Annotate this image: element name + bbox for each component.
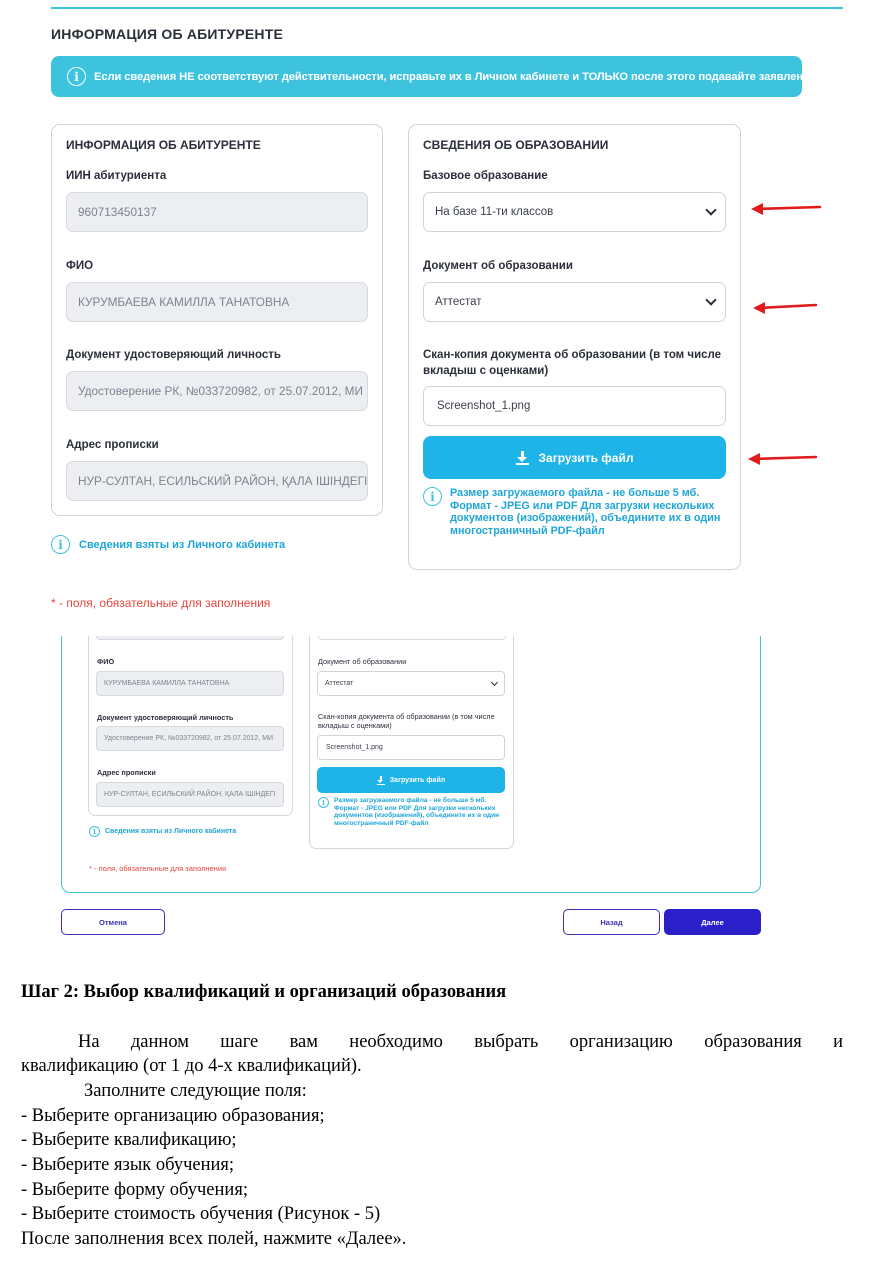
education-document-value: Аттестат bbox=[435, 296, 482, 308]
arrow-head-icon bbox=[753, 302, 765, 314]
info-icon: i bbox=[67, 67, 86, 86]
notice-text: Если сведения НЕ соответствуют действительности, исправьте их в Личном кабинете и ТОЛЬКО после этого подавайте заявление bbox=[94, 70, 816, 83]
id-document-field: Удостоверение РК, №033720982, от 25.07.2012, МИ bbox=[66, 371, 368, 411]
intro-word: организацию bbox=[569, 1032, 673, 1052]
base-education-label: Базовое образование bbox=[423, 170, 548, 182]
intro-word: вам bbox=[289, 1032, 318, 1052]
list-item: - Выберите язык обучения; bbox=[21, 1155, 235, 1175]
arrow-line bbox=[756, 207, 820, 209]
field-edge bbox=[318, 636, 506, 640]
required-fields-note: * - поля, обязательные для заполнения bbox=[89, 864, 227, 873]
education-card-title: СВЕДЕНИЯ ОБ ОБРАЗОВАНИИ bbox=[423, 138, 609, 152]
cancel-button[interactable]: Отмена bbox=[61, 909, 165, 935]
education-document-value: Аттестат bbox=[325, 680, 354, 687]
base-education-value: На базе 11-ти классов bbox=[435, 206, 554, 218]
address-label: Адрес прописки bbox=[97, 768, 156, 777]
intro-word: и bbox=[833, 1032, 843, 1052]
fio-field: КУРУМБАЕВА КАМИЛЛА ТАНАТОВНА bbox=[66, 282, 368, 322]
notice-banner bbox=[51, 56, 816, 97]
intro-word: На bbox=[78, 1032, 100, 1052]
upload-hint bbox=[318, 797, 508, 827]
applicant-card-title: ИНФОРМАЦИЯ ОБ АБИТУРЕНТЕ bbox=[66, 138, 261, 152]
required-fields-note: * - поля, обязательные для заполнения bbox=[51, 596, 271, 610]
back-button[interactable]: Назад bbox=[563, 909, 660, 935]
intro-line-1 bbox=[21, 1030, 843, 1054]
id-document-label: Документ удостоверяющий личность bbox=[66, 349, 281, 361]
chevron-down-icon bbox=[705, 294, 716, 305]
info-icon: i bbox=[423, 487, 442, 506]
id-document-field: Удостоверение РК, №033720982, от 25.07.2012, МИ bbox=[96, 726, 284, 751]
education-document-label: Документ об образовании bbox=[318, 657, 407, 666]
closing-line: После заполнения всех полей, нажмите «Далее». bbox=[21, 1229, 407, 1249]
upload-file-label: Загрузить файл bbox=[389, 776, 446, 784]
upload-hint bbox=[423, 487, 726, 537]
source-note-text: Сведения взяты из Личного кабинета bbox=[105, 828, 237, 835]
upload-file-button[interactable] bbox=[423, 436, 726, 479]
list-item: - Выберите организацию образования; bbox=[21, 1106, 325, 1126]
upload-hint-text: Размер загружаемого файла - не больше 5 мб. Формат - JPEG или PDF Для загрузки нескольких документов (изображений), объедините их в один многостраничный PDF-файл bbox=[334, 797, 500, 827]
list-item: - Выберите квалификацию; bbox=[21, 1130, 237, 1150]
step-heading: Шаг 2: Выбор квалификаций и организаций образования bbox=[21, 982, 507, 1002]
scan-copy-label: Скан-копия документа об образовании (в том числе вкладыш с оценками) bbox=[423, 349, 722, 377]
arrow-line bbox=[758, 305, 816, 308]
intro-word: образования bbox=[704, 1032, 802, 1052]
education-document-label: Документ об образовании bbox=[423, 260, 573, 272]
page-title: ИНФОРМАЦИЯ ОБ АБИТУРЕНТЕ bbox=[51, 26, 283, 42]
arrow-head-icon bbox=[751, 203, 763, 215]
fio-label: ФИО bbox=[97, 657, 115, 666]
download-icon bbox=[377, 776, 385, 785]
uploaded-file-field: Screenshot_1.png bbox=[423, 386, 726, 426]
source-note bbox=[89, 826, 236, 837]
id-document-label: Документ удостоверяющий личность bbox=[97, 713, 234, 722]
base-education-select[interactable] bbox=[423, 192, 726, 232]
fio-field: КУРУМБАЕВА КАМИЛЛА ТАНАТОВНА bbox=[96, 671, 284, 696]
list-item: - Выберите форму обучения; bbox=[21, 1180, 248, 1200]
scan-copy-label: Скан-копия документа об образовании (в том числе вкладыш с оценками) bbox=[318, 712, 495, 730]
fio-label: ФИО bbox=[66, 260, 94, 272]
chevron-down-icon bbox=[705, 204, 716, 215]
info-icon: i bbox=[51, 535, 70, 554]
address-label: Адрес прописки bbox=[66, 439, 159, 451]
education-document-select[interactable] bbox=[317, 671, 505, 696]
source-note-text: Сведения взяты из Личного кабинета bbox=[79, 538, 286, 551]
intro-word: данном bbox=[130, 1032, 189, 1052]
uploaded-file-field: Screenshot_1.png bbox=[317, 735, 505, 760]
field-edge bbox=[96, 636, 284, 640]
intro-words bbox=[78, 1030, 843, 1054]
download-icon bbox=[516, 451, 530, 465]
arrow-head-icon bbox=[748, 453, 760, 465]
iin-label: ИИН абитуриента bbox=[66, 170, 167, 182]
upload-file-button[interactable] bbox=[317, 767, 505, 793]
fill-fields-line: Заполните следующие поля: bbox=[84, 1081, 307, 1101]
info-icon: i bbox=[89, 826, 100, 837]
source-note bbox=[51, 535, 285, 554]
next-button[interactable]: Далее bbox=[664, 909, 761, 935]
upload-hint-text: Размер загружаемого файла - не больше 5 мб. Формат - JPEG или PDF Для загрузки нескольких документов (изображений), объедините их в один многостраничный PDF-файл bbox=[450, 487, 721, 537]
info-icon: i bbox=[318, 797, 329, 808]
list-item: - Выберите стоимость обучения (Рисунок - 5) bbox=[21, 1204, 381, 1224]
intro-word: необходимо bbox=[349, 1032, 443, 1052]
annotation-arrows bbox=[748, 195, 828, 470]
chevron-down-icon bbox=[491, 678, 498, 685]
intro-word: шаге bbox=[220, 1032, 259, 1052]
address-field: НУР-СУЛТАН, ЕСИЛЬСКИЙ РАЙОН, ҚАЛА ІШІНДЕГІ bbox=[66, 461, 368, 501]
iin-field: 960713450137 bbox=[66, 192, 368, 232]
education-document-select[interactable] bbox=[423, 282, 726, 322]
intro-word: выбрать bbox=[474, 1032, 539, 1052]
address-field: НУР-СУЛТАН, ЕСИЛЬСКИЙ РАЙОН, ҚАЛА ІШІНДЕГІ bbox=[96, 782, 284, 807]
arrow-line bbox=[753, 457, 816, 459]
intro-line-2: квалификацию (от 1 до 4-х квалификаций). bbox=[21, 1056, 362, 1076]
upload-file-label: Загрузить файл bbox=[538, 450, 634, 465]
top-divider bbox=[51, 7, 843, 9]
